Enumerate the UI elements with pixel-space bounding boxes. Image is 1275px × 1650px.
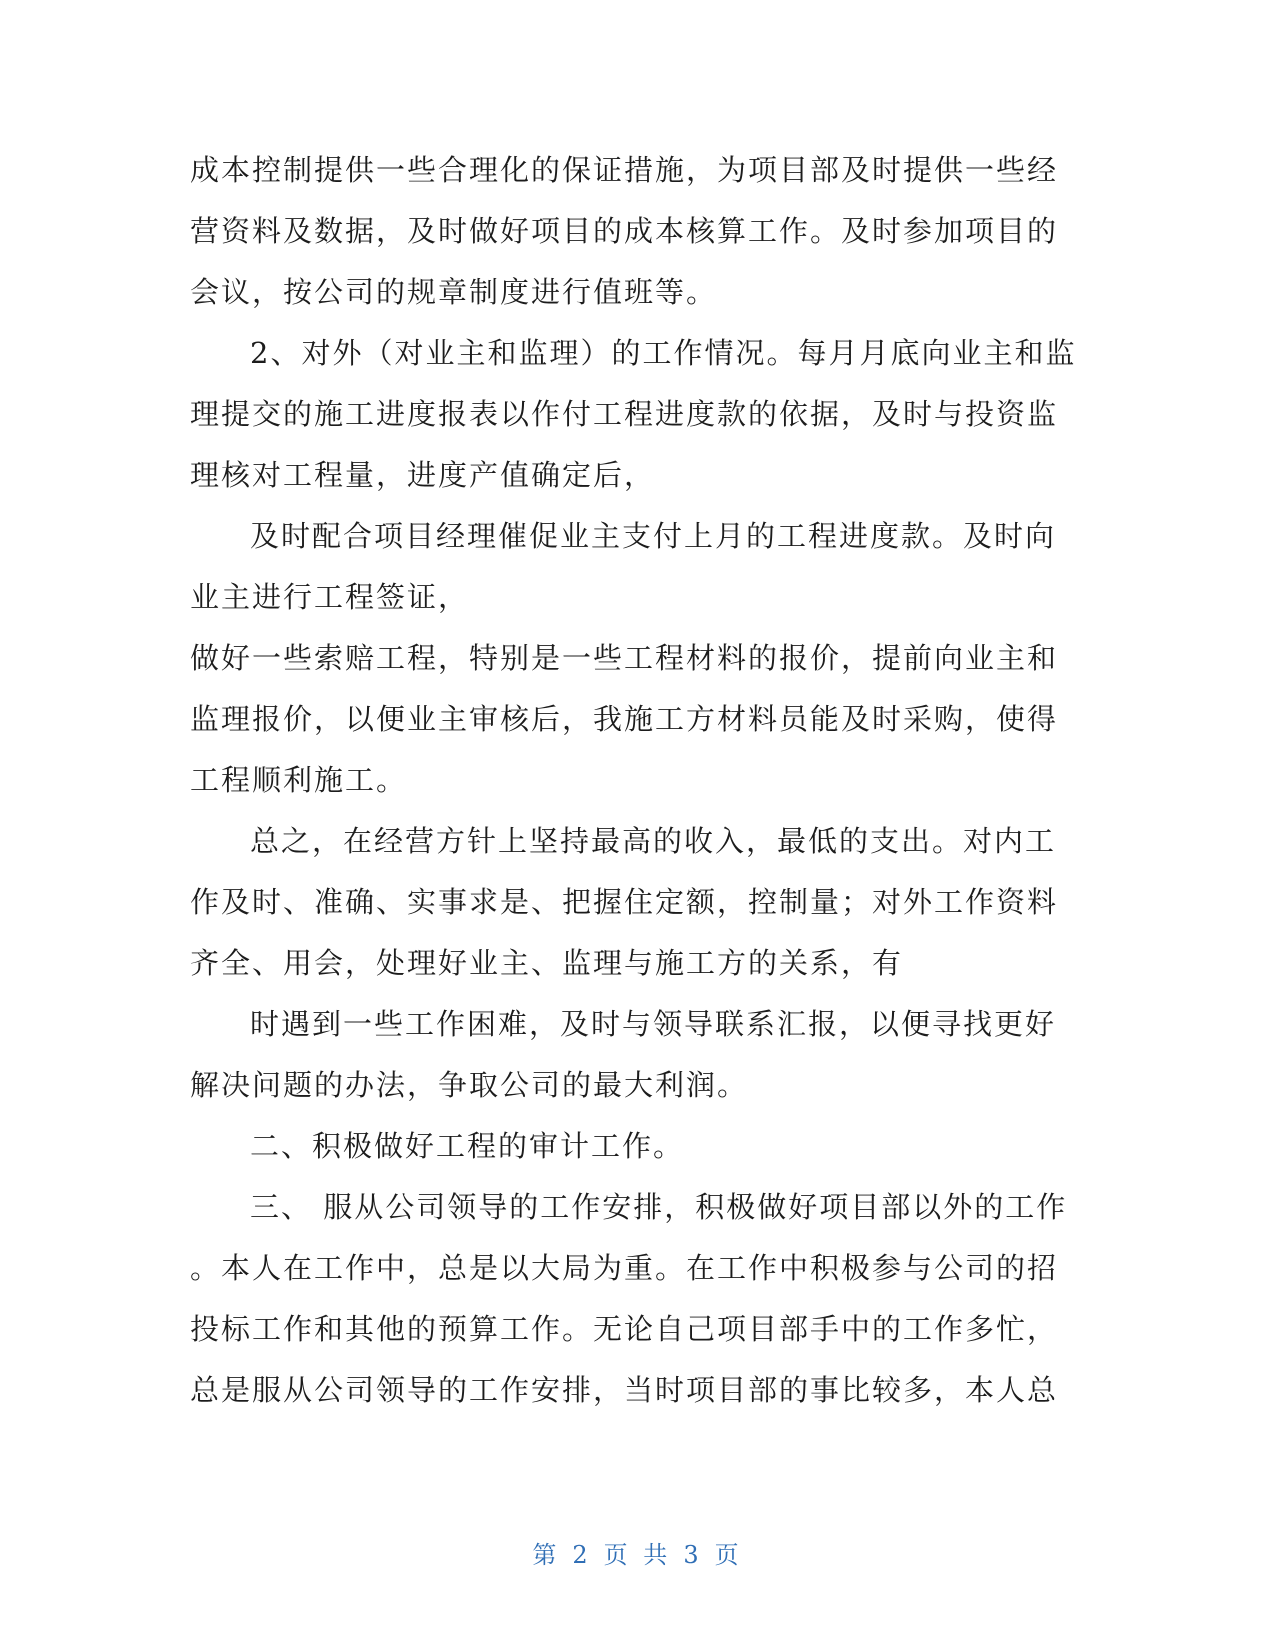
text-line: 2、对外（对业主和监理）的工作情况。每月月底向业主和监: [250, 336, 1077, 370]
page-label-prefix: 第: [532, 1541, 561, 1569]
total-pages-number: 3: [683, 1541, 703, 1569]
text-line: 监理报价，以便业主审核后，我施工方材料员能及时采购，使得: [190, 702, 1059, 736]
text-line: 时遇到一些工作困难，及时与领导联系汇报，以便寻找更好: [250, 1007, 1057, 1041]
text-line: 理核对工程量，进度产值确定后，: [190, 458, 656, 492]
text-line: 总之，在经营方针上坚持最高的收入，最低的支出。对内工: [250, 824, 1057, 858]
section-heading: 二、积极做好工程的审计工作。: [250, 1129, 685, 1163]
text-line: 。本人在工作中，总是以大局为重。在工作中积极参与公司的招: [190, 1251, 1059, 1285]
text-line: 及时配合项目经理催促业主支付上月的工程进度款。及时向: [250, 519, 1057, 553]
text-line: 业主进行工程签证，: [190, 580, 470, 614]
text-line: 投标工作和其他的预算工作。无论自己项目部手中的工作多忙，: [190, 1312, 1059, 1346]
text-line: 齐全、用会，处理好业主、监理与施工方的关系，有: [190, 946, 904, 980]
document-body: [190, 140, 1090, 1421]
text-line: 工程顺利施工。: [190, 763, 408, 797]
page-number-footer: [0, 1535, 1275, 1570]
text-line: 做好一些索赔工程，特别是一些工程材料的报价，提前向业主和: [190, 641, 1059, 675]
page-label-mid: 页 共: [603, 1541, 672, 1569]
text-line: 总是服从公司领导的工作安排，当时项目部的事比较多，本人总: [190, 1373, 1059, 1407]
text-line: 会议，按公司的规章制度进行值班等。: [190, 275, 718, 309]
text-line: 成本控制提供一些合理化的保证措施，为项目部及时提供一些经: [190, 153, 1059, 187]
text-line: 营资料及数据，及时做好项目的成本核算工作。及时参加项目的: [190, 214, 1059, 248]
section-heading: 三、 服从公司领导的工作安排，积极做好项目部以外的工作: [250, 1190, 1068, 1224]
text-line: 解决问题的办法，争取公司的最大利润。: [190, 1068, 749, 1102]
current-page-number: 2: [572, 1541, 592, 1569]
text-line: 作及时、准确、实事求是、把握住定额，控制量；对外工作资料: [190, 885, 1059, 919]
page-label-suffix: 页: [714, 1541, 743, 1569]
text-line: 理提交的施工进度报表以作付工程进度款的依据，及时与投资监: [190, 397, 1059, 431]
